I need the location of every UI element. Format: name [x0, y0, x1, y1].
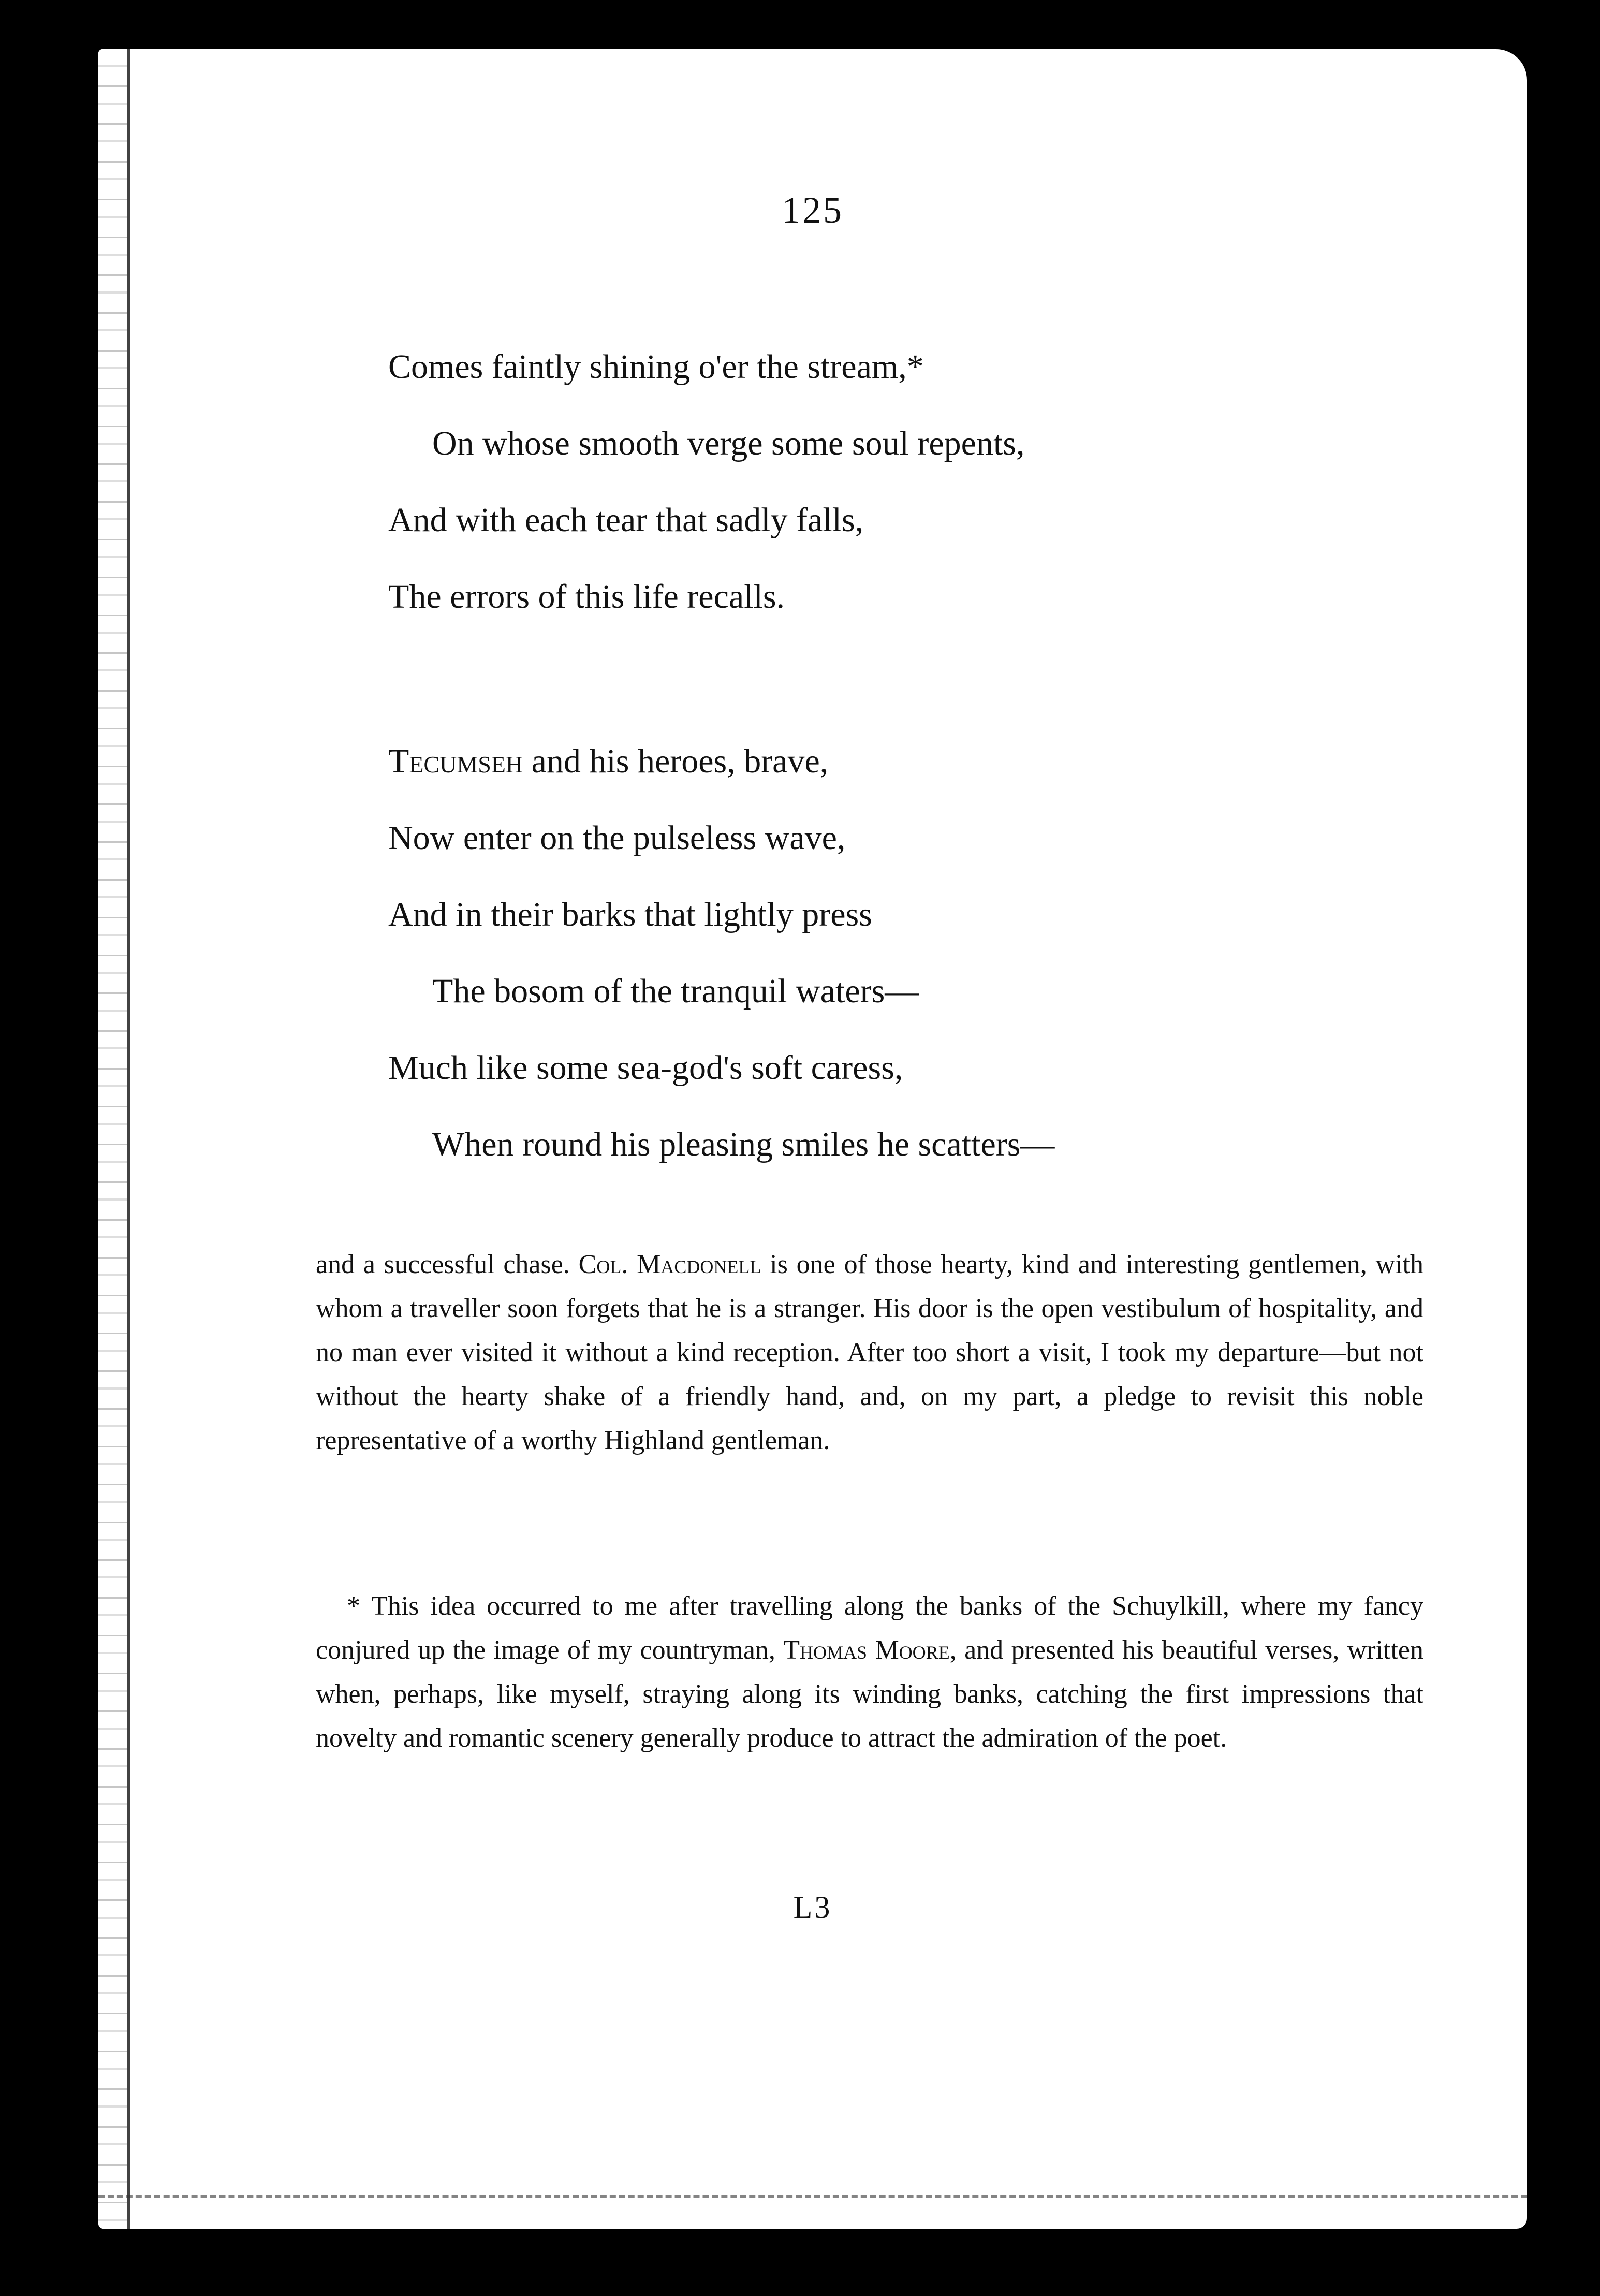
footnote — [316, 1584, 1423, 1760]
poem-line: The bosom of the tranquil waters— — [432, 972, 919, 1010]
page-bottom-edge — [98, 2195, 1527, 2218]
poem-line: And with each tear that sadly falls, — [388, 501, 864, 539]
poem-line: Now enter on the pulseless wave, — [388, 819, 846, 857]
poem — [388, 329, 1423, 1183]
person-name-moore: Thomas Moore — [783, 1635, 950, 1665]
prose-text: and a successful chase. — [316, 1250, 579, 1279]
poem-stanza-2 — [388, 723, 1423, 1183]
poem-line: When round his pleasing smiles he scatters— — [432, 1125, 1055, 1163]
prose-paragraph — [316, 1242, 1423, 1463]
signature-mark: L3 — [793, 1890, 832, 1924]
prose-continuation — [316, 1242, 1423, 1463]
book-page — [98, 49, 1527, 2229]
poem-stanza-1 — [388, 329, 1423, 635]
footnote-text: * This idea occurred to me after travelling along the banks of the Schuylkill, where my fancy conjured up the image of my countryman, — [316, 1591, 1423, 1665]
page-number: 125 — [782, 189, 844, 231]
footnote-paragraph — [316, 1584, 1423, 1760]
poem-line: Much like some sea-god's soft caress, — [388, 1049, 903, 1087]
poem-line — [388, 723, 1423, 800]
person-name-macdonell: Col. Macdonell — [578, 1250, 761, 1279]
footnote-text: , and presented his beautiful verses, written when, perhaps, like myself, straying along its winding banks, catching the first impressions that novelty and romantic scenery generally produce to attract the admiration of the poet. — [316, 1635, 1424, 1753]
poem-line: The errors of this life recalls. — [388, 578, 785, 616]
poem-line-text: and his heroes, brave, — [523, 742, 829, 780]
poem-line: Comes faintly shining o'er the stream,* — [388, 348, 924, 386]
poem-line: And in their barks that lightly press — [388, 896, 872, 933]
poem-line: On whose smooth verge some soul repents, — [432, 425, 1025, 462]
prose-text: is one of those hearty, kind and interesting gentlemen, with whom a traveller soon forgets that he is a stranger. His door is the open vestibulum of hospitality, and no man ever visited it without a kind reception. After too short a visit, I took my departure—but not without the hearty shake of a friendly hand, and, on my part, a pledge to revisit this noble representative of a worthy Highland gentleman. — [316, 1250, 1423, 1455]
person-name-tecumseh: Tecumseh — [388, 742, 523, 780]
